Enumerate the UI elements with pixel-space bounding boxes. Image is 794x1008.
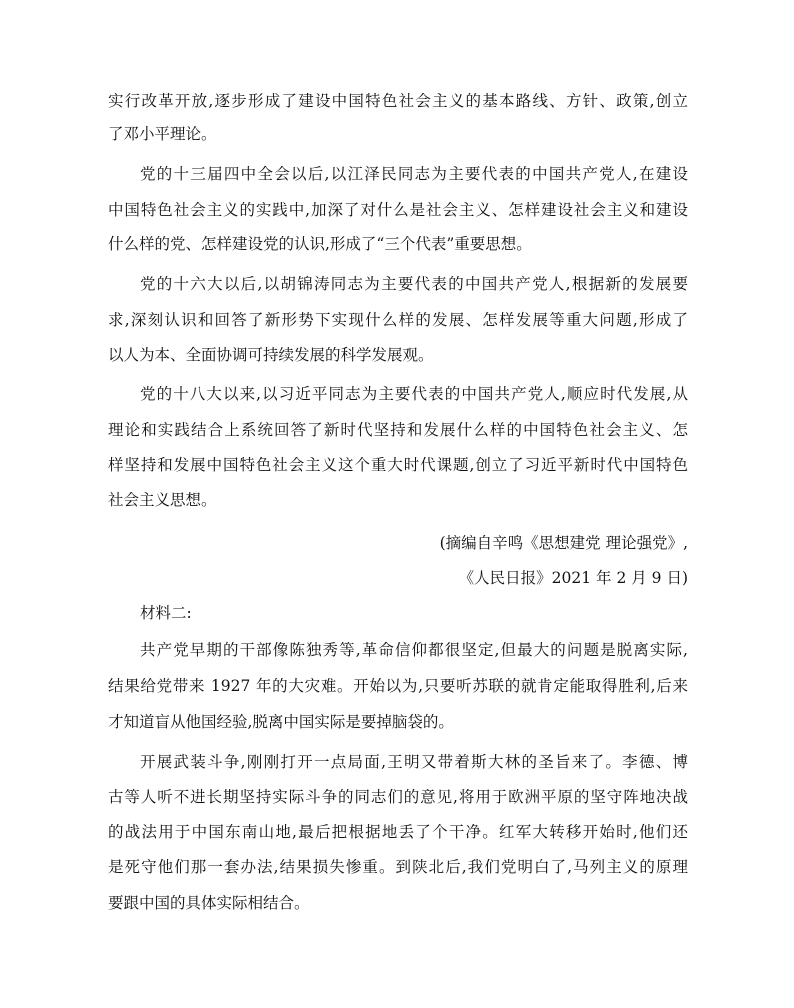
material-two-label: 材料二: [140, 604, 192, 622]
text-line: 是死守他们那一套办法,结果损失惨重。到陕北后,我们党明白了,马列主义的原理 [108, 858, 688, 876]
text-line: 党的十六大以后,以胡锦涛同志为主要代表的中国共产党人,根据新的发展要 [140, 275, 688, 293]
text-line: 理论和实践结合上系统回答了新时代坚持和发展什么样的中国特色社会主义、怎 [108, 421, 688, 439]
text-line: 以人为本、全面协调可持续发展的科学发展观。 [108, 346, 434, 364]
text-line: 什么样的党、怎样建设党的认识,形成了“三个代表”重要思想。 [108, 235, 532, 253]
text-line: 样坚持和发展中国特色社会主义这个重大时代课题,创立了习近平新时代中国特色 [108, 456, 688, 474]
source-citation-line: (摘编自辛鸣《思想建党 理论强党》, [439, 534, 688, 552]
source-citation-line: 《人民日报》2021 年 2 月 9 日) [458, 569, 688, 587]
text-line: 求,深刻认识和回答了新形势下实现什么样的发展、怎样发展等重大问题,形成了 [108, 311, 688, 329]
text-line: 要跟中国的具体实际相结合。 [108, 894, 310, 912]
text-line: 的战法用于中国东南山地,最后把根据地丢了个干净。红军大转移开始时,他们还 [108, 823, 688, 841]
text-line: 社会主义思想。 [108, 491, 217, 509]
text-line: 才知道盲从他国经验,脱离中国实际是要掉脑袋的。 [108, 713, 454, 731]
text-line: 结果给党带来 1927 年的大灾难。开始以为,只要听苏联的就肯定能取得胜利,后来 [108, 677, 688, 695]
text-line: 古等人听不进长期坚持实际斗争的同志们的意见,将用于欧洲平原的坚守阵地决战 [108, 788, 688, 806]
text-line: 开展武装斗争,刚刚打开一点局面,王明又带着斯大林的圣旨来了。李德、博 [140, 753, 688, 771]
text-line: 了邓小平理论。 [108, 125, 217, 143]
text-line: 党的十八大以来,以习近平同志为主要代表的中国共产党人,顺应时代发展,从 [140, 385, 688, 403]
text-line: 党的十三届四中全会以后,以江泽民同志为主要代表的中国共产党人,在建设 [140, 165, 688, 183]
text-line: 共产党早期的干部像陈独秀等,革命信仰都很坚定,但最大的问题是脱离实际, [140, 641, 688, 659]
text-line: 中国特色社会主义的实践中,加深了对什么是社会主义、怎样建设社会主义和建设 [108, 201, 688, 219]
text-line: 实行改革开放,逐步形成了建设中国特色社会主义的基本路线、方针、政策,创立 [108, 92, 688, 110]
